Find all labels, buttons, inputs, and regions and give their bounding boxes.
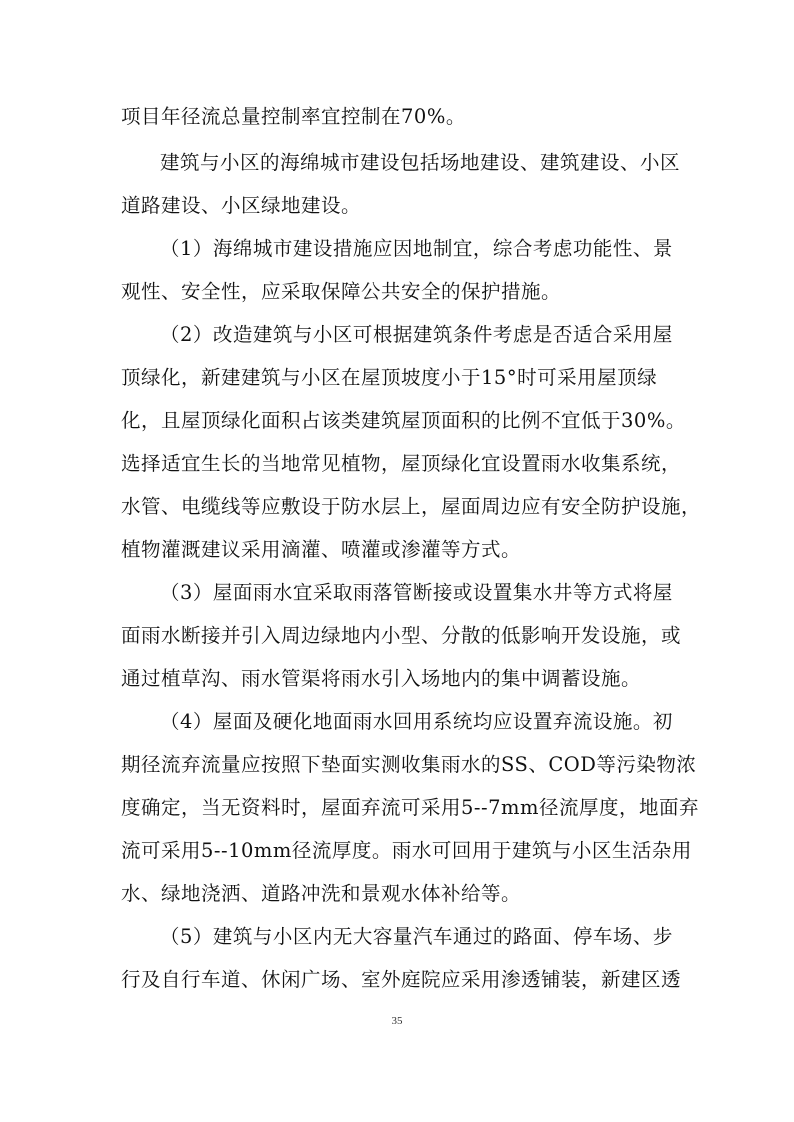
text-line: 观性、安全性，应采取保障公共安全的保护措施。 [121, 280, 562, 303]
text-line: 化，且屋顶绿化面积占该类建筑屋顶面积的比例不宜低于30%。 [121, 409, 686, 432]
page-number: 35 [391, 1015, 403, 1027]
text-line: 面雨水断接并引入周边绿地内小型、分散的低影响开发设施，或 [121, 624, 682, 647]
text-line: 植物灌溉建议采用滴灌、喷灌或渗灌等方式。 [121, 538, 522, 561]
paragraph-start-line: （1）海绵城市建设措施应因地制宜，综合考虑功能性、景 [160, 237, 673, 260]
paragraph-start-line: 建筑与小区的海绵城市建设包括场地建设、建筑建设、小区 [160, 151, 681, 174]
text-line: 度确定，当无资料时，屋面弃流可采用5--7mm径流厚度，地面弃 [121, 796, 699, 819]
text-line: 顶绿化，新建建筑与小区在屋顶坡度小于15°时可采用屋顶绿 [121, 366, 658, 389]
text-line: 期径流弃流量应按照下垫面实测收集雨水的SS、COD等污染物浓 [121, 753, 697, 776]
text-line: 水、绿地浇洒、道路冲洗和景观水体补给等。 [121, 882, 522, 905]
text-line: 项目年径流总量控制率宜控制在70%。 [121, 105, 466, 128]
text-line: 道路建设、小区绿地建设。 [121, 194, 362, 217]
text-line: 水管、电缆线等应敷设于防水层上，屋面周边应有安全防护设施， [121, 495, 702, 518]
paragraph-start-line: （2）改造建筑与小区可根据建筑条件考虑是否适合采用屋 [160, 323, 673, 346]
text-line: 通过植草沟、雨水管渠将雨水引入场地内的集中调蓄设施。 [121, 667, 642, 690]
text-line: 行及自行车道、休闲广场、室外庭院应采用渗透铺装，新建区透 [121, 968, 682, 991]
paragraph-start-line: （5）建筑与小区内无大容量汽车通过的路面、停车场、步 [160, 925, 673, 948]
text-line: 选择适宜生长的当地常见植物，屋顶绿化宜设置雨水收集系统， [121, 452, 682, 475]
text-line: 流可采用5--10mm径流厚度。雨水可回用于建筑与小区生活杂用 [121, 839, 692, 862]
paragraph-start-line: （4）屋面及硬化地面雨水回用系统均应设置弃流设施。初 [160, 710, 673, 733]
paragraph-start-line: （3）屋面雨水宜采取雨落管断接或设置集水井等方式将屋 [160, 581, 673, 604]
